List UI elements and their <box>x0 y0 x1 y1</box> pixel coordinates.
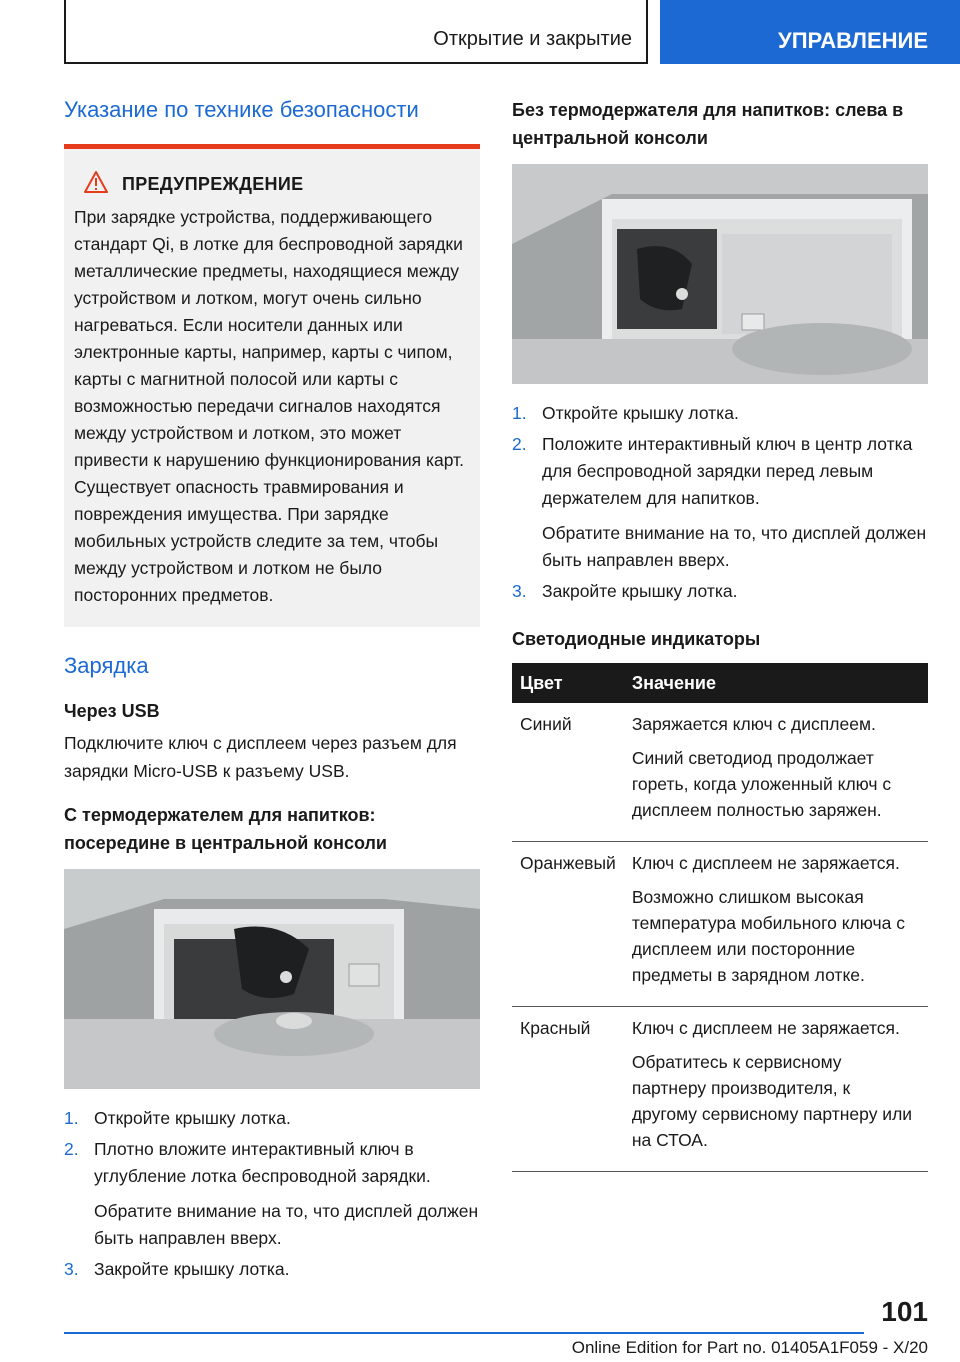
no-cupholder-heading: Без термодержателя для напитков: слева в центральной консоли <box>512 100 904 148</box>
step-item: 1. Откройте крышку лотка. <box>512 403 739 423</box>
step-note: Обратите внимание на то, что дисплей должен быть направлен вверх. <box>542 523 927 570</box>
table-row <box>512 703 928 842</box>
left-steps-list <box>512 400 928 605</box>
usb-heading: Через USB <box>64 701 160 721</box>
warning-icon <box>84 171 108 198</box>
page-number: 101 <box>881 1296 928 1327</box>
charging-heading: Зарядка <box>64 653 149 678</box>
column-header-color: Цвет <box>512 663 624 703</box>
warning-title: ПРЕДУПРЕЖДЕНИЕ <box>122 174 304 194</box>
section-tab[interactable] <box>660 0 960 64</box>
table-row <box>512 842 928 1007</box>
warning-box <box>64 149 480 627</box>
led-heading: Светодиодные индикаторы <box>512 629 761 649</box>
led-color-cell: Красный <box>512 1007 624 1172</box>
left-column <box>64 96 480 1287</box>
safety-heading: Указание по технике безопасности <box>64 97 419 122</box>
led-color-cell: Синий <box>512 703 624 842</box>
center-steps-list <box>64 1105 480 1283</box>
charging-tray-photo-center <box>64 869 480 1089</box>
charging-tray-photo-left <box>512 164 928 384</box>
step-item: 3. Закройте крышку лотка. <box>512 581 738 601</box>
led-meaning-cell: Ключ с дисплеем не заряжается. Возможно слишком высокая температура мобильного ключа с дисплеем или посторонние предметы в зарядном лотке. <box>624 842 928 1007</box>
warning-text: При зарядке устройства, поддерживающего стандарт Qi, в лотке для беспроводной зарядки металлические предметы, находящиеся между устройством и лотком, могут очень сильно нагреваться. Если носители данных или электронные карты, например, карты с чипом, карты с магнитной полосой или карты с возможностью передачи сигналов находятся между устройством и лотком, это может привести к нарушению функционирования карт. Существует опасность травмирования и повреждения имущества. При зарядке мобильных устройств следите за тем, чтобы между устройством и лотком не было посторонних предметов. <box>74 207 464 605</box>
step-item: 2. Положите интерактивный ключ в центр лотка для беспроводной зарядки перед левым держателем для напитков. Обратите внимание на то, что дисплей должен быть направлен вверх. <box>512 431 928 574</box>
step-note: Обратите внимание на то, что дисплей должен быть направлен вверх. <box>94 1201 479 1248</box>
right-column <box>512 96 928 1172</box>
header-chapter-box <box>64 0 648 64</box>
led-table <box>512 663 928 1172</box>
step-item: 3. Закройте крышку лотка. <box>64 1259 290 1279</box>
edition-text: Online Edition for Part no. 01405A1F059 - X/20 <box>571 1338 928 1357</box>
led-meaning-cell: Ключ с дисплеем не заряжается. Обратитесь к сервисному партнеру производителя, к другому сервисному партнеру или на СТОА. <box>624 1007 928 1172</box>
chapter-title: Открытие и закрытие <box>433 28 632 50</box>
section-tab-label: УПРАВЛЕНИЕ <box>778 28 928 53</box>
cupholder-heading: С термодержателем для напитков: посередине в центральной консоли <box>64 805 387 853</box>
table-row <box>512 1007 928 1172</box>
led-meaning-cell: Заряжается ключ с дисплеем. Синий светодиод продолжает гореть, когда уложенный ключ с дисплеем полностью заряжен. <box>624 703 928 842</box>
footer-rule <box>64 1332 864 1334</box>
led-color-cell: Оранжевый <box>512 842 624 1007</box>
step-item: 2. Плотно вложите интерактивный ключ в углубление лотка беспроводной зарядки. Обратите внимание на то, что дисплей должен быть направлен вверх. <box>64 1136 480 1252</box>
column-header-meaning: Значение <box>624 663 928 703</box>
step-item: 1. Откройте крышку лотка. <box>64 1108 291 1128</box>
usb-text: Подключите ключ с дисплеем через разъем для зарядки Micro-USB к разъему USB. <box>64 733 457 781</box>
